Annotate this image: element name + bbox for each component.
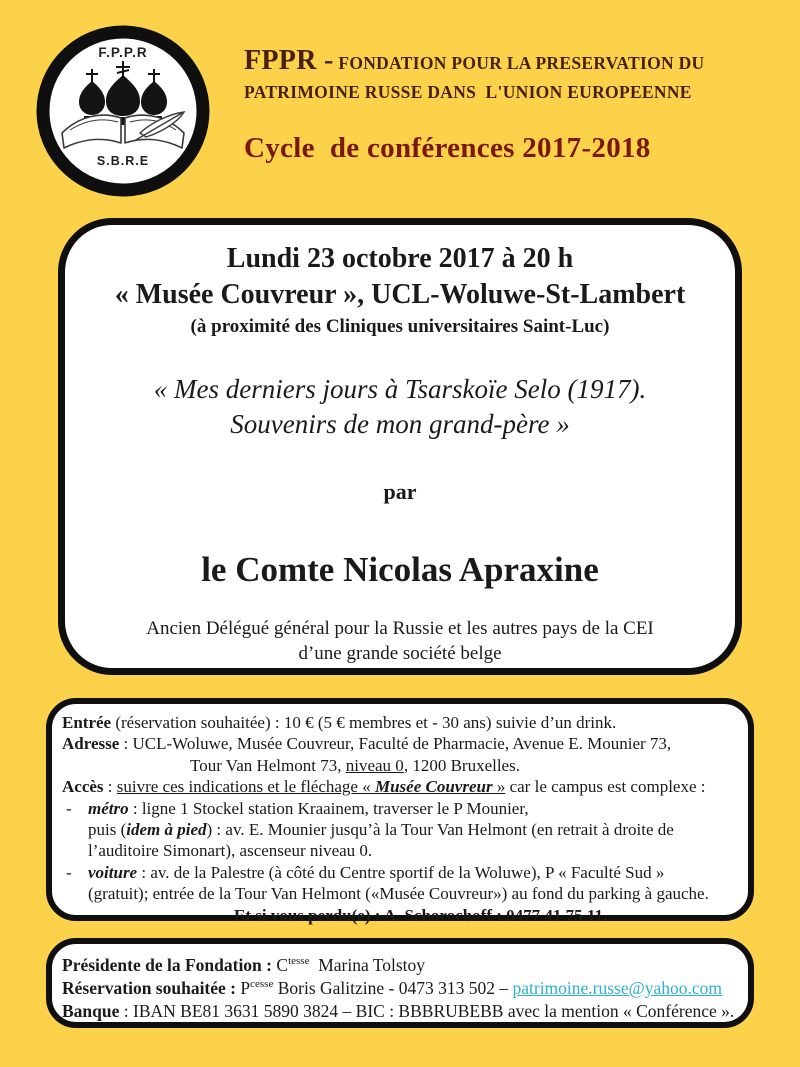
acces-colon: : [103,777,117,797]
metro-label: métro [88,798,129,818]
voiture-text: : av. de la Palestre (à côté du Centre sportif de la Woluwe), P « Faculté Sud » [137,862,665,882]
fppr-logo [36,25,210,197]
email-link[interactable]: patrimoine.russe@yahoo.com [512,978,723,998]
reservation-title-sup: cesse [250,978,274,991]
reservation-text: Boris Galitzine - 0473 313 502 – [273,978,513,998]
metro-line [62,798,736,819]
talk-title-line2: Souvenirs de mon grand-père » [230,409,570,439]
org-name-part1: FONDATION POUR LA PRESERVATION DU [338,53,705,73]
reservation-title: P [240,978,251,998]
metro-text: : ligne 1 Stockel station Kraainem, traverser le P Mounier, [128,798,529,818]
series-title: Cycle de conférences 2017-2018 [244,132,651,164]
metro-line2 [88,819,736,840]
acces-underline-post: » [492,777,506,797]
metro-line2-pre: puis ( [88,820,127,840]
adresse-line2 [190,755,736,776]
org-name-part2: PATRIMOINE RUSSE DANS L'UNION EUROPEENNE [244,82,692,102]
adresse-text: : UCL-Woluwe, Musée Couvreur, Faculté de Pharmacie, Avenue E. Mounier 73, [119,734,672,754]
acces-underline-pre: suivre ces indications et le fléchage « [116,777,375,797]
event-datetime: Lundi 23 octobre 2017 à 20 h [226,243,574,274]
presidente-title-sup: tesse [288,955,310,968]
voiture-label: voiture [88,862,138,882]
speaker-bio [65,616,735,666]
talk-title-line1: « Mes derniers jours à Tsarskoïe Selo (1917). [153,374,647,404]
fppr-logo-icon [36,25,210,197]
practical-info-box [46,698,754,925]
presidente-name: Marina Tolstoy [309,955,426,975]
logo-bottom-text: S.B.R.E [96,154,150,168]
adresse-niveau-underlined: niveau 0 [345,755,404,775]
voiture-line [62,862,736,883]
event-box [58,218,742,675]
acces-rest: car le campus est complexe : [505,777,706,797]
event-venue-note: (à proximité des Cliniques universitaires Saint-Luc) [190,316,610,337]
footer-box [46,938,754,1028]
banque-line [62,1000,736,1023]
logo-top-text: F.P.P.R [98,45,148,60]
speaker-name: le Comte Nicolas Apraxine [201,550,599,589]
adresse-line [62,733,736,754]
metro-idem-a-pied: idem à pied [126,820,207,840]
metro-line2-post: ) : av. E. Mounier jusqu’à la Tour Van Helmont (en retrait à droite de [206,820,674,840]
speaker-bio-line1: Ancien Délégué général pour la Russie et les autres pays de la CEI [146,618,654,639]
org-title-line1 [244,44,774,80]
acces-musee-couvreur: Musée Couvreur [374,777,493,797]
acces-line [62,776,736,797]
lost-contact-line: Et si vous perdu(e) : A. Schorochoff : 0477 41 75 11. [234,905,608,925]
presidente-line [62,954,736,977]
reservation-label: Réservation souhaitée : [62,978,241,998]
voiture-line2: (gratuit); entrée de la Tour Van Helmont («Musée Couvreur») au fond du parking à gauche. [88,884,709,904]
speaker-bio-line2: d’une grande société belge [298,643,502,664]
adresse-line2-post: , 1200 Bruxelles. [403,755,520,775]
presidente-title: C [276,955,289,975]
org-title [244,44,774,104]
adresse-line2-pre: Tour Van Helmont 73, [190,755,346,775]
acces-underlined-phrase [117,777,506,796]
acces-label: Accès [62,777,104,797]
entree-text: (réservation souhaitée) : 10 € (5 € membres et - 30 ans) suivie d’un drink. [111,713,617,732]
org-abbreviation: FPPR - [244,45,334,76]
adresse-label: Adresse [62,734,120,754]
bullet-dash: - [66,798,72,818]
entree-label: Entrée [62,713,112,732]
entree-line [62,712,736,733]
event-venue: « Musée Couvreur », UCL-Woluwe-St-Lambert [114,279,686,310]
banque-label: Banque [62,1001,120,1021]
reservation-line [62,977,736,1000]
metro-line3: l’auditoire Simonart), ascenseur niveau 0. [88,841,373,861]
presidente-label: Présidente de la Fondation : [62,955,277,975]
banque-text: : IBAN BE81 3631 5890 3824 – BIC : BBBRUBEBB avec la mention « Conférence ». [119,1001,735,1021]
bullet-dash: - [66,862,72,882]
by-label: par [383,479,417,504]
